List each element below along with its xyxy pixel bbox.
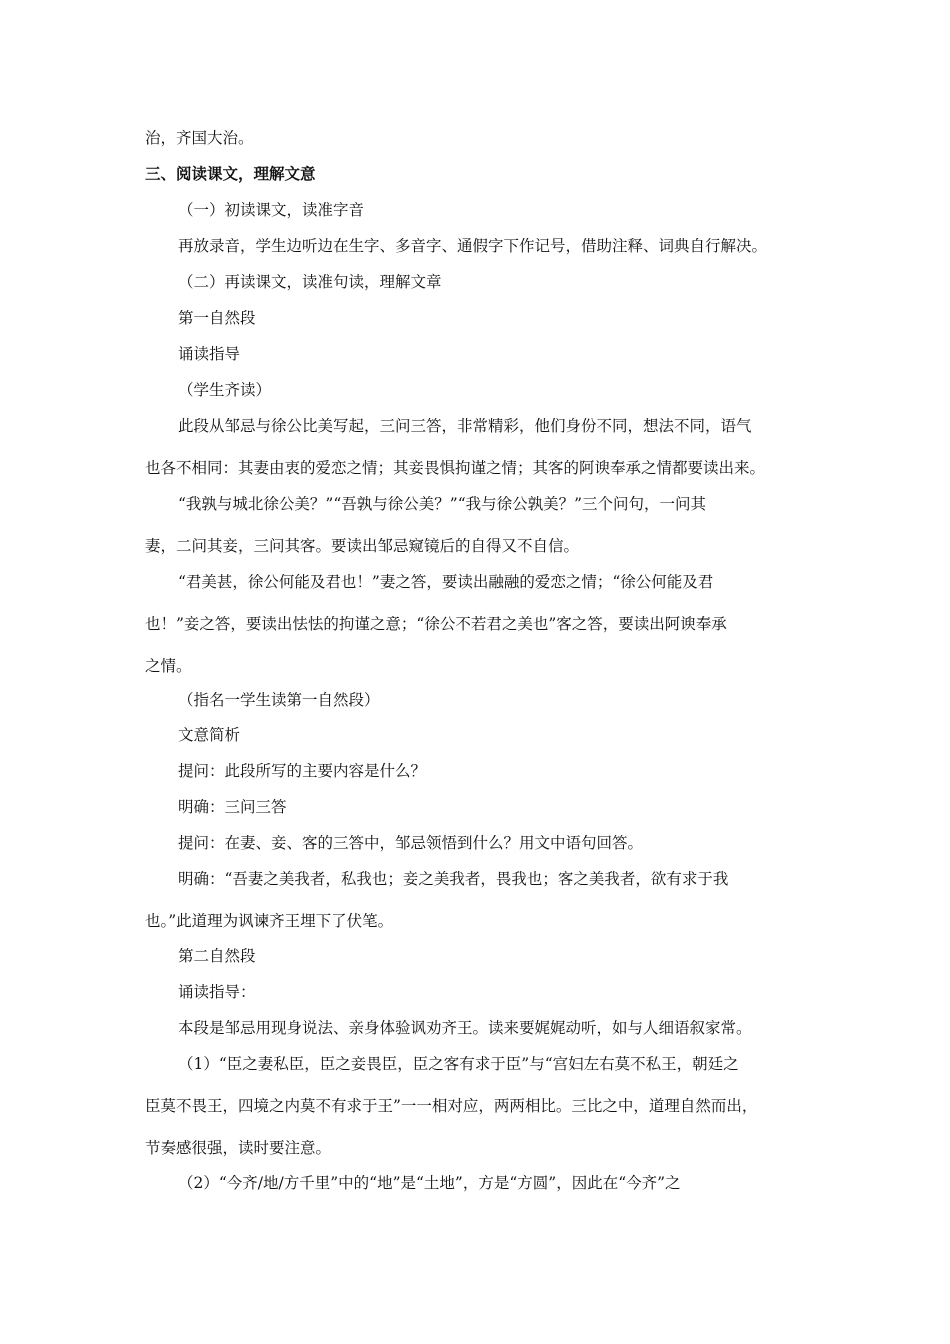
paragraph-label: 诵读指导：: [178, 983, 256, 1001]
paragraph-line: 再放录音，学生边听边在生字、多音字、通假字下作记号，借助注释、词典自行解决。: [178, 237, 768, 255]
paragraph-line: 提问：此段所写的主要内容是什么？: [178, 762, 427, 780]
paragraph-line: 节奏感很强，读时要注意。: [145, 1139, 332, 1157]
paragraph-line: “我孰与城北徐公美？”“吾孰与徐公美？”“我与徐公孰美？”三个问句，一问其: [178, 495, 707, 513]
paragraph-line: 也！”妾之答，要读出怯怯的拘谨之意；“徐公不若君之美也”客之答，要读出阿谀奉承: [145, 615, 727, 633]
paragraph-line: 本段是邹忌用现身说法、亲身体验讽劝齐王。读来要娓娓动听，如与人细语叙家常。: [178, 1019, 752, 1037]
paragraph-line: 妻，二问其妾，三问其客。要读出邹忌窥镜后的自得又不自信。: [145, 537, 580, 555]
paragraph-line: （指名一学生读第一自然段）: [178, 691, 380, 709]
paragraph-line: 臣莫不畏王，四境之内莫不有求于王”一一相对应，两两相比。三比之中，道理自然而出，: [145, 1097, 758, 1115]
paragraph-label: 第一自然段: [178, 309, 256, 327]
paragraph-line: （学生齐读）: [178, 381, 272, 399]
paragraph-line: 治，齐国大治。: [145, 129, 254, 147]
subsection-heading: （二）再读课文，读准句读，理解文章: [178, 273, 442, 291]
subsection-heading: （一）初读课文，读准字音: [178, 201, 365, 219]
paragraph-line: 明确：“吾妻之美我者，私我也；妾之美我者，畏我也；客之美我者，欲有求于我: [178, 870, 729, 888]
paragraph-label: 文意简析: [178, 726, 241, 744]
paragraph-line: “君美甚，徐公何能及君也！”妻之答，要读出融融的爱恋之情；“徐公何能及君: [178, 573, 714, 591]
paragraph-label: 第二自然段: [178, 947, 256, 965]
paragraph-line: 提问：在妻、妾、客的三答中，邹忌领悟到什么？用文中语句回答。: [178, 834, 644, 852]
paragraph-line: 明确：三问三答: [178, 798, 287, 816]
paragraph-line: 也。”此道理为讽谏齐王埋下了伏笔。: [145, 912, 394, 930]
paragraph-line: （2）“今齐/地/方千里”中的“地”是“土地”，方是“方圆”，因此在“今齐”之: [178, 1174, 681, 1192]
paragraph-line: （1）“臣之妻私臣，臣之妾畏臣，臣之客有求于臣”与“宫妇左右莫不私王，朝廷之: [178, 1055, 739, 1073]
paragraph-label: 诵读指导: [178, 345, 241, 363]
paragraph-line: 也各不相同：其妻由衷的爱恋之情；其妾畏惧拘谨之情；其客的阿谀奉承之情都要读出来。: [145, 459, 766, 477]
paragraph-line: 之情。: [145, 657, 192, 675]
paragraph-line: 此段从邹忌与徐公比美写起，三问三答，非常精彩，他们身份不同，想法不同，语气: [178, 417, 752, 435]
section-heading: 三、阅读课文，理解文意: [145, 164, 316, 183]
